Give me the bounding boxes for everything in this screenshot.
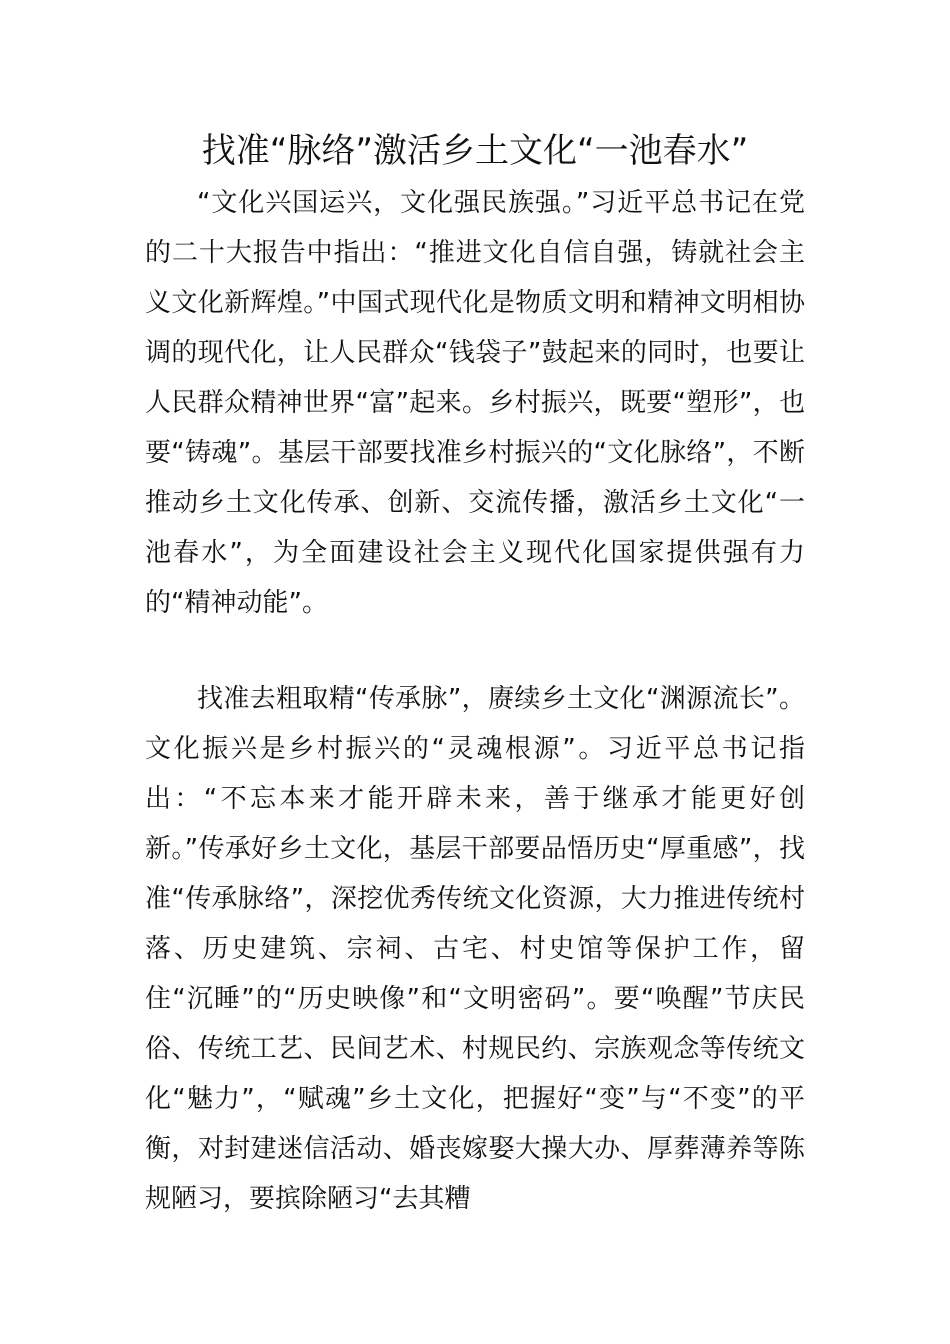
paragraph-2: 找准去粗取精“传承脉”，赓续乡土文化“渊源流长”。文化振兴是乡村振兴的“灵魂根源”。习近平总书记指出：“不忘本来才能开辟未来，善于继承才能更好创新。”传承好乡土文化，基层干部要品悟历史“厚重感”，找准“传承脉络”，深挖优秀传统文化资源，大力推进传统村落、历史建筑、宗祠、古宅、村史馆等保护工作，留住“沉睡”的“历史映像”和“文明密码”。要“唤醒”节庆民俗、传统工艺、民间艺术、村规民约、宗族观念等传统文化“魅力”，“赋魂”乡土文化，把握好“变”与“不变”的平衡，对封建迷信活动、婚丧嫁娶大操大办、厚葬薄养等陈规陋习，要摈除陋习“去其糟 [145, 684, 805, 1214]
document-title: 找准“脉络”激活乡土文化“一池春水” [201, 131, 749, 171]
paragraph-1: “文化兴国运兴，文化强民族强。”习近平总书记在党的二十大报告中指出：“推进文化自信自强，铸就社会主义文化新辉煌。”中国式现代化是物质文明和精神文明相协调的现代化，让人民群众“钱袋子”鼓起来的同时，也要让人民群众精神世界“富”起来。乡村振兴，既要“塑形”，也要“铸魂”。基层干部要找准乡村振兴的“文化脉络”，不断推动乡土文化传承、创新、交流传播，激活乡土文化“一池春水”，为全面建设社会主义现代化国家提供强有力的“精神动能”。 [145, 188, 805, 618]
